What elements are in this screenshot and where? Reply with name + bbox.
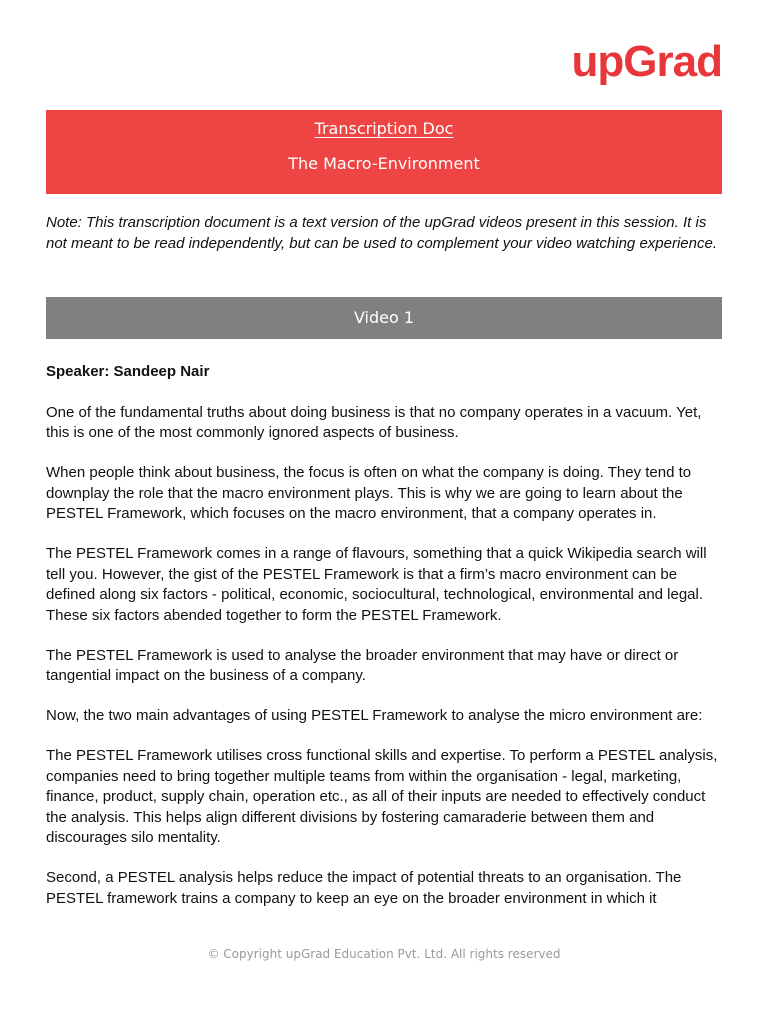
title-banner [46, 110, 722, 194]
paragraph: The PESTEL Framework utilises cross functional skills and expertise. To perform a PESTEL analysis, companies need to bring together multiple teams from within the organisation - legal, marketing, finance, product, supply chain, operation etc., as all of their inputs are needed to effectively conduct the analysis. This helps align different divisions by fostering camaraderie between them and discourages silo mentality. [46, 747, 718, 846]
paragraph: The PESTEL Framework comes in a range of flavours, something that a quick Wikipedia search will tell you. However, the gist of the PESTEL Framework is that a firm’s macro environment can be defined along six factors - political, economic, sociocultural, technological, environmental and legal. These six factors abended together to form the PESTEL Framework. [46, 545, 707, 624]
copyright-footer: © Copyright upGrad Education Pvt. Ltd. All rights reserved [207, 947, 561, 961]
upgrad-logo: upGrad [571, 37, 722, 86]
paragraph: When people think about business, the focus is often on what the company is doing. They tend to downplay the role that the macro environment plays. This is why we are going to learn about the PESTEL Framework, which focuses on the macro environment, that a company operates in. [46, 464, 692, 522]
paragraph: Second, a PESTEL analysis helps reduce the impact of potential threats to an organisation. The PESTEL framework trains a company to keep an eye on the broader environment in which it [46, 869, 682, 907]
section-header-video: Video 1 [46, 297, 722, 339]
note-text: Note: This transcription document is a text version of the upGrad videos present in this session. It is not meant to be read independently, but can be used to complement your video watching experience. [46, 214, 717, 252]
doc-title: The Macro-Environment [288, 154, 480, 173]
doc-type-label: Transcription Doc [314, 119, 454, 138]
paragraph: Now, the two main advantages of using PESTEL Framework to analyse the micro environment are: [46, 707, 703, 724]
paragraph: One of the fundamental truths about doing business is that no company operates in a vacuum. Yet, this is one of the most commonly ignored aspects of business. [46, 403, 702, 441]
paragraph: The PESTEL Framework is used to analyse the broader environment that may have or direct or tangential impact on the business of a company. [46, 646, 679, 684]
speaker-label: Speaker: Sandeep Nair [46, 363, 210, 380]
transcript-body [46, 362, 726, 929]
